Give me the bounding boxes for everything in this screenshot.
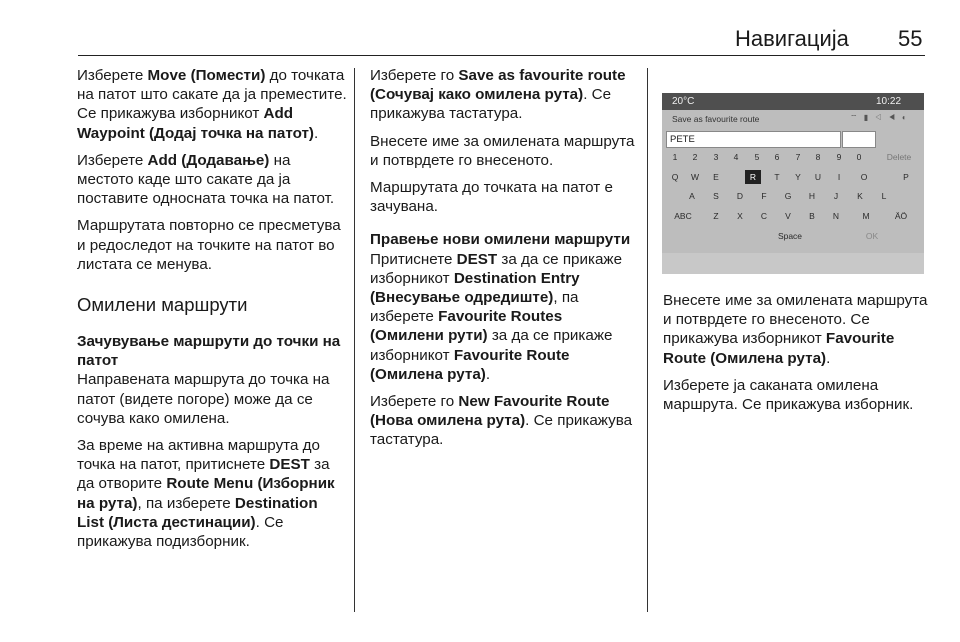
status-bar: [662, 93, 924, 110]
page-title: Навигација: [735, 26, 849, 51]
key-v[interactable]: V: [785, 211, 791, 221]
screen-bottom-bezel: [662, 253, 924, 274]
paragraph: Внесете име за омилената маршрута и потврдете го внесеното.: [370, 132, 635, 169]
key-r[interactable]: R: [745, 170, 761, 184]
key-q[interactable]: Q: [671, 172, 679, 182]
key-7[interactable]: 7: [795, 152, 801, 162]
column-2: [370, 66, 635, 458]
paragraph: Внесете име за омилената маршрута и потврдете го внесеното. Се прикажува изборникот Favourite Route (Омилена рута).: [663, 292, 928, 367]
column-divider-2: [647, 68, 648, 612]
paragraph: Изберете го Save as favourite route (Сочувај како омилена рута). Се прикажува тастатура.: [370, 67, 626, 123]
key-e[interactable]: E: [713, 172, 719, 182]
key-l[interactable]: L: [881, 191, 887, 201]
key-g[interactable]: G: [784, 191, 792, 201]
paragraph: Притиснете DEST за да се прикаже изборникот Destination Entry (Внесување одредиште), па изберете Favourite Routes (Омилени рути) за да се прикаже изборникот Favourite Route (Омилена рута).: [370, 250, 623, 383]
paragraph: Маршрутата до точката на патот е зачувана.: [370, 179, 613, 216]
key-f[interactable]: F: [761, 191, 767, 201]
key-h[interactable]: H: [808, 191, 816, 201]
key-c[interactable]: C: [760, 211, 768, 221]
key-a[interactable]: A: [689, 191, 695, 201]
key-s[interactable]: S: [713, 191, 719, 201]
paragraph: Изберете ја сакaната омилена маршрута. Се прикажува изборник.: [663, 376, 914, 414]
screen-title: Save as favourite route: [672, 114, 760, 124]
key-4[interactable]: 4: [733, 152, 739, 162]
key-o[interactable]: O: [860, 172, 868, 182]
key-2[interactable]: 2: [692, 152, 698, 162]
section-heading: Омилени маршрути: [77, 294, 248, 316]
paragraph: Изберете Move (Помести) до точката на патот што сакате да ја преместите. Се прикажува изборникот Add Waypoint (Додај точка на патот).: [77, 67, 347, 142]
key-1[interactable]: 1: [672, 152, 678, 162]
key-3[interactable]: 3: [713, 152, 719, 162]
key-0[interactable]: 0: [856, 152, 862, 162]
column-1: [77, 66, 347, 559]
subsection-heading: Правење нови омилени маршрути: [370, 231, 631, 249]
key-8[interactable]: 8: [815, 152, 821, 162]
key-6[interactable]: 6: [774, 152, 780, 162]
space-key[interactable]: Space: [777, 231, 803, 241]
subsection-heading: Зачувување маршрути до точки на патот: [77, 333, 341, 370]
keyboard-screenshot: [662, 93, 924, 274]
key-u[interactable]: U: [814, 172, 822, 182]
key-y[interactable]: Y: [795, 172, 801, 182]
key-t[interactable]: T: [774, 172, 780, 182]
paragraph: Изберете Add (Додавање) на местото каде што сакате да ја поставите односната точка на патот.: [77, 151, 335, 208]
header-rule: [78, 55, 925, 56]
secondary-input: [842, 131, 876, 148]
clock-readout: 10:22: [876, 96, 902, 107]
abc-key[interactable]: ABC: [674, 211, 692, 221]
name-input[interactable]: PETE: [666, 131, 841, 148]
column-divider-1: [354, 68, 355, 612]
key-z[interactable]: Z: [713, 211, 719, 221]
key-x[interactable]: X: [737, 211, 743, 221]
key-i[interactable]: I: [837, 172, 841, 182]
paragraph: Направената маршрута до точка на патот (видете погоре) може да се сочува како омилена.: [77, 371, 330, 427]
key-5[interactable]: 5: [754, 152, 760, 162]
paragraph: За време на активна маршрута до точка на патот, притиснете DEST за да отворите Route Menu (Изборник на рута), па изберете Destination List (Листа дестинации). Се прикажува подизборник.: [77, 437, 335, 551]
paragraph: Маршрутата повторно се пресметува и редоследот на точките на патот во листата се менува.: [77, 217, 341, 273]
key-k[interactable]: K: [857, 191, 863, 201]
column-3: [663, 291, 933, 422]
page-number: 55: [898, 26, 923, 51]
key-9[interactable]: 9: [836, 152, 842, 162]
status-icons: ⌔ ▮ ◁ ◀ ◐: [850, 113, 909, 122]
key-j[interactable]: J: [833, 191, 839, 201]
ok-key[interactable]: OK: [865, 231, 879, 241]
key-m[interactable]: M: [862, 211, 870, 221]
paragraph: Изберете го New Favourite Route (Нова омилена рута). Се прикажува тастатура.: [370, 393, 633, 449]
delete-key[interactable]: Delete: [886, 152, 912, 162]
key-d[interactable]: D: [736, 191, 744, 201]
key-w[interactable]: W: [690, 172, 700, 182]
key-p[interactable]: P: [903, 172, 909, 182]
key-n[interactable]: N: [832, 211, 840, 221]
temperature-readout: 20°C: [672, 96, 695, 107]
key-b[interactable]: B: [809, 211, 815, 221]
umlaut-key[interactable]: ÄÖ: [894, 211, 908, 221]
